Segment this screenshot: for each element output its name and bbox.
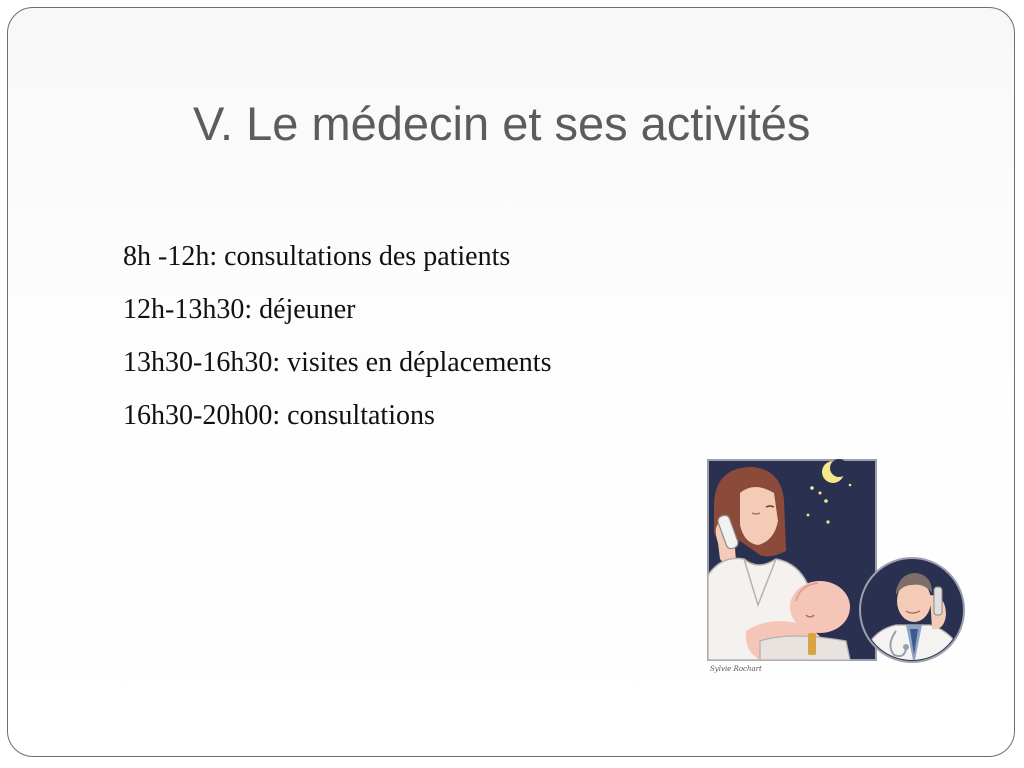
schedule-item: 16h30-20h00: consultations [123,400,435,431]
schedule-item: 12h-13h30: déjeuner [123,294,356,325]
artist-signature: Sylvie Rochart [710,665,762,673]
schedule-item: 13h30-16h30: visites en déplacements [123,347,552,378]
schedule-list [123,230,551,442]
doctor-phone-icon [934,587,942,615]
slide-title: V. Le médecin et ses activités [193,97,811,150]
schedule-item: 8h -12h: consultations des patients [123,241,511,272]
doctor-phone-illustration [700,455,970,680]
